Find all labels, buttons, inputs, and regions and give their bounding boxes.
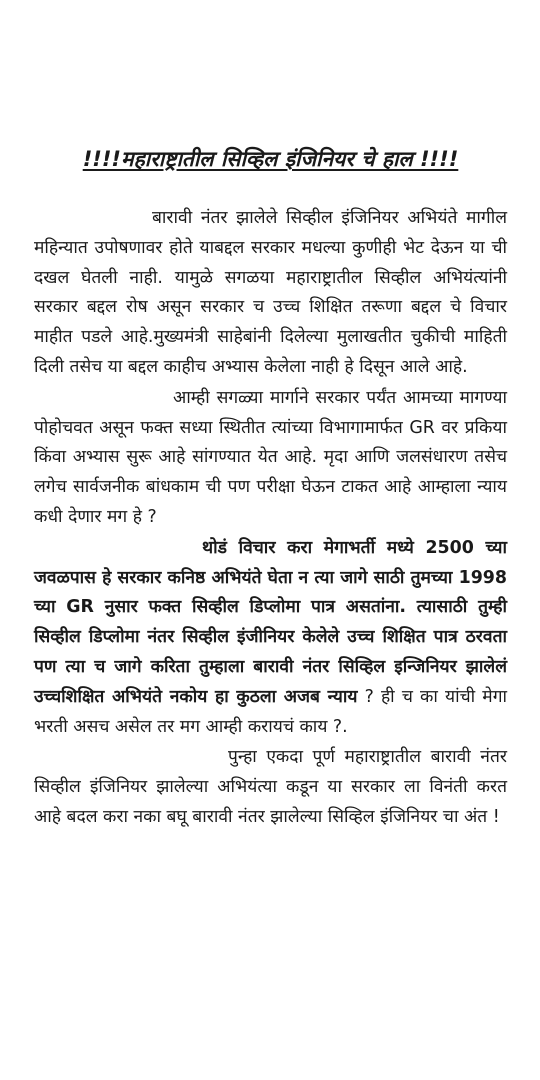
paragraph-2-text: आम्ही सगळ्या मार्गाने सरकार पर्यंत आमच्या मागण्या पोहोचवत असून फक्त सध्या स्थितीत त्यांच्या विभागामार्फत GR वर प्रकिया किंवा अभ्यास सुरू आहे सांगण्यात येत आहे. मृदा आणि जलसंधारण तसेच लगेच सार्वजनीक बांधकाम ची पण परीक्षा घेऊन टाकत आहे आम्हाला न्याय कधी देणार मग हे ?: [34, 387, 507, 527]
paragraph-4-text: पुन्हा एकदा पूर्ण महाराष्ट्रातील बारावी नंतर सिव्हील इंजिनियर झालेल्या अभियंत्या कडून या सरकार ला विनंती करत आहे बदल करा नका बघू बारावी नंतर झालेल्या सिव्हिल इंजिनियर चा अंत !: [34, 747, 507, 827]
paragraph-4: [34, 743, 507, 832]
document-body: [34, 204, 507, 833]
paragraph-3-tail-text: ? ही च का यांची मेगा भरती असच असेल तर मग आम्ही करायचं काय ?.: [34, 686, 507, 737]
paragraph-2: [34, 384, 507, 533]
paragraph-3-bold-text: थोडं विचार करा मेगाभर्ती मध्ये 2500 च्या जवळपास हे सरकार कनिष्ठ अभियंते घेता न त्या जागे साठी तुमच्या 1998 च्या GR नुसार फक्त सिव्हील डिप्लोमा पात्र असतांना. त्यासाठी तुम्ही सिव्हील डिप्लोमा नंतर सिव्हील इंजीनियर केलेले उच्च शिक्षित पात्र ठरवता पण त्या च जागे करिता तुम्हाला बारावी नंतर सिव्हिल इन्जिनियर झालेलं उच्चशिक्षित अभियंते नकोय हा कुठला अजब न्याय: [34, 537, 507, 707]
document-title: !!!!महाराष्ट्रातील सिव्हिल इंजिनियर चे हाल !!!!: [82, 147, 459, 171]
paragraph-1: [34, 204, 507, 383]
paragraph-3: [34, 534, 507, 743]
paragraph-1-text: बारावी नंतर झालेले सिव्हील इंजिनियर अभियंते मागील महिन्यात उपोषणावर होते याबद्दल सरकार मधल्या कुणीही भेट देऊन या ची दखल घेतली नाही. यामुळे सगळया महाराष्ट्रातील सिव्हील अभियंत्यांनी सरकार बद्दल रोष असून सरकार च उच्च शिक्षित तरूणा बद्दल चे विचार माहीत पडले आहे.मुख्यमंत्री साहेबांनी दिलेल्या मुलाखतीत चुकीची माहिती दिली तसेच या बद्दल काहीच अभ्यास केलेला नाही हे दिसून आले आहे.: [34, 208, 507, 377]
